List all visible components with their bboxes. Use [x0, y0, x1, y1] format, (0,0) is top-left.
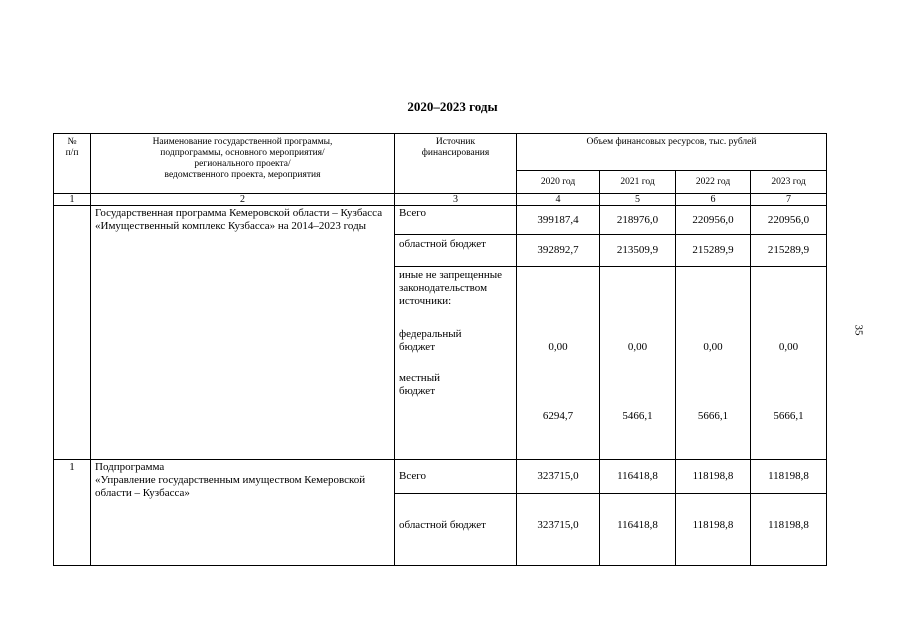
column-index: 7: [751, 194, 827, 206]
local-value: 6294,7: [542, 410, 574, 422]
source-label: областной бюджет: [395, 235, 517, 267]
value-cell: 213509,9: [600, 235, 676, 267]
source-label: Всего: [395, 460, 517, 494]
header-year: 2020 год: [517, 171, 600, 194]
value-cell: 118198,8: [751, 460, 827, 494]
header-year: 2022 год: [676, 171, 751, 194]
source-other-label: иные не запрещенные законодательством источники:: [399, 269, 503, 307]
value-cell: 118198,8: [676, 460, 751, 494]
header-no: № п/п: [54, 134, 91, 194]
value-cell: 118198,8: [751, 494, 827, 566]
column-index: 1: [54, 194, 91, 206]
source-label: областной бюджет: [395, 494, 517, 566]
column-index: 6: [676, 194, 751, 206]
finance-table: [53, 133, 827, 566]
header-name: Наименование государственной программы, подпрограммы, основного мероприятия/ регионального проекта/ ведомственного проекта, мероприятия: [91, 134, 395, 194]
federal-value: 0,00: [627, 341, 648, 353]
program-no: [54, 206, 91, 460]
source-local-label: местный бюджет: [399, 372, 440, 397]
value-cell: 116418,8: [600, 494, 676, 566]
local-value: 5666,1: [773, 410, 804, 422]
federal-value: 0,00: [778, 341, 799, 353]
local-value: 5666,1: [697, 410, 729, 422]
value-cell: 118198,8: [676, 494, 751, 566]
source-label: Всего: [395, 206, 517, 235]
value-cell: 215289,9: [676, 235, 751, 267]
local-value: 5466,1: [622, 410, 653, 422]
value-cell: 399187,4: [517, 206, 600, 235]
header-funds: Объем финансовых ресурсов, тыс. рублей: [517, 134, 827, 171]
source-federal-label: федеральный бюджет: [399, 328, 462, 353]
column-index: 3: [395, 194, 517, 206]
federal-value: 0,00: [548, 341, 568, 353]
federal-value: 0,00: [703, 341, 723, 353]
column-index: 5: [600, 194, 676, 206]
subprogram-name: Подпрограмма «Управление государственным имуществом Кемеровской области – Кузбасса»: [91, 460, 395, 566]
page-number: 35: [852, 324, 865, 336]
value-cell: 323715,0: [517, 460, 600, 494]
value-cell: 323715,0: [517, 494, 600, 566]
page-title: 2020–2023 годы: [407, 99, 498, 114]
subprogram-no: 1: [54, 460, 91, 566]
value-cell: [751, 267, 827, 460]
header-source: Источник финансирования: [395, 134, 517, 194]
header-year: 2021 год: [600, 171, 676, 194]
value-cell: [517, 267, 600, 460]
value-cell: 116418,8: [600, 460, 676, 494]
value-cell: [676, 267, 751, 460]
column-index: 4: [517, 194, 600, 206]
column-index: 2: [91, 194, 395, 206]
value-cell: 215289,9: [751, 235, 827, 267]
header-year: 2023 год: [751, 171, 827, 194]
value-cell: 220956,0: [676, 206, 751, 235]
value-cell: 392892,7: [517, 235, 600, 267]
value-cell: [600, 267, 676, 460]
value-cell: 220956,0: [751, 206, 827, 235]
program-name: Государственная программа Кемеровской области – Кузбасса «Имущественный комплекс Кузбасса» на 2014–2023 годы: [91, 206, 395, 460]
source-other-cell: [395, 267, 517, 460]
value-cell: 218976,0: [600, 206, 676, 235]
